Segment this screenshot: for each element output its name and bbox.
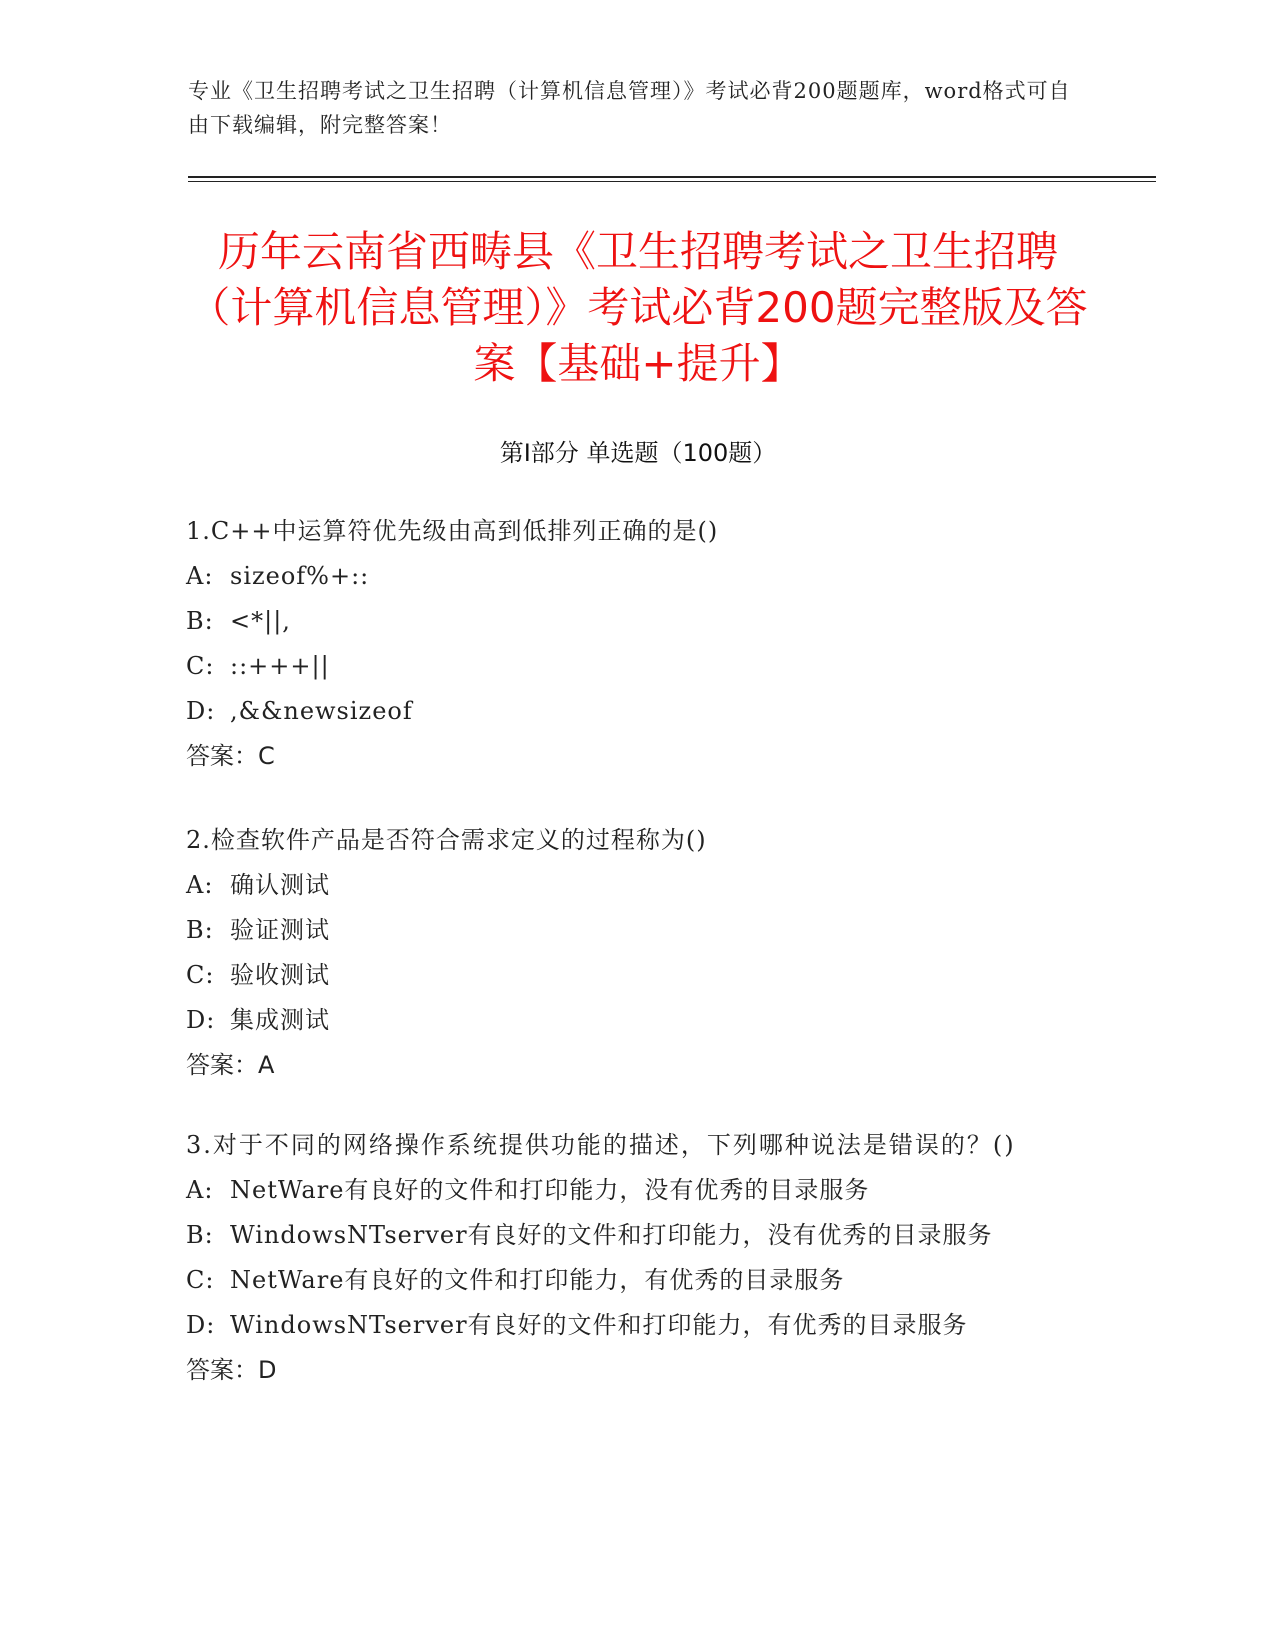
option-b	[186, 1213, 1106, 1258]
option-text: 验证测试	[230, 916, 330, 944]
option-c	[186, 953, 1106, 998]
option-d	[186, 998, 1106, 1043]
question-stem: 1.C++中运算符优先级由高到低排列正确的是()	[186, 517, 719, 545]
option-letter: C:	[186, 961, 215, 989]
header-divider-thick	[188, 176, 1156, 178]
option-text: 集成测试	[230, 1006, 330, 1034]
option-text: <*||,	[230, 607, 291, 635]
question-stem: 3.对于不同的网络操作系统提供功能的描述，下列哪种说法是错误的？()	[186, 1131, 1016, 1159]
document-title: 历年云南省西畴县《卫生招聘考试之卫生招聘（计算机信息管理）》考试必背200题完整版及答案【基础+提升】	[188, 227, 1088, 388]
option-letter: C:	[186, 652, 215, 680]
option-c	[186, 1258, 1106, 1303]
option-d	[186, 1303, 1106, 1348]
option-letter: C:	[186, 1266, 215, 1294]
option-letter: B:	[186, 1221, 214, 1249]
option-text: ::+++||	[230, 652, 330, 680]
section-heading: 第Ⅰ部分 单选题（100题）	[499, 439, 777, 467]
option-b	[186, 908, 1106, 953]
option-letter: A:	[186, 562, 214, 590]
option-letter: A:	[186, 1176, 214, 1204]
question-stem: 2.检查软件产品是否符合需求定义的过程称为()	[186, 826, 707, 854]
option-text: WindowsNTserver有良好的文件和打印能力，没有优秀的目录服务	[230, 1221, 993, 1249]
question-2	[186, 818, 1106, 1088]
option-d	[186, 689, 1106, 734]
answer-line: 答案：D	[186, 1356, 277, 1384]
header-divider-thin	[188, 181, 1156, 182]
option-letter: B:	[186, 916, 214, 944]
option-b	[186, 599, 1106, 644]
option-text: 验收测试	[230, 961, 330, 989]
option-text: NetWare有良好的文件和打印能力，没有优秀的目录服务	[230, 1176, 870, 1204]
option-letter: B:	[186, 607, 214, 635]
answer-line: 答案：A	[186, 1051, 275, 1079]
question-1	[186, 509, 1106, 779]
option-a	[186, 554, 1106, 599]
question-3	[186, 1122, 1106, 1393]
option-letter: D:	[186, 1311, 216, 1339]
option-text: ,&&newsizeof	[230, 697, 413, 725]
option-text: WindowsNTserver有良好的文件和打印能力，有优秀的目录服务	[230, 1311, 968, 1339]
option-a	[186, 863, 1106, 908]
intro-text: 专业《卫生招聘考试之卫生招聘（计算机信息管理）》考试必背200题题库，word格式可自由下载编辑，附完整答案！	[188, 79, 1071, 137]
option-text: sizeof%+::	[230, 562, 370, 590]
option-text: 确认测试	[230, 871, 330, 899]
option-a	[186, 1168, 1106, 1213]
option-letter: D:	[186, 1006, 216, 1034]
option-text: NetWare有良好的文件和打印能力，有优秀的目录服务	[230, 1266, 845, 1294]
option-letter: D:	[186, 697, 216, 725]
answer-line: 答案：C	[186, 742, 275, 770]
option-letter: A:	[186, 871, 214, 899]
option-c	[186, 644, 1106, 689]
